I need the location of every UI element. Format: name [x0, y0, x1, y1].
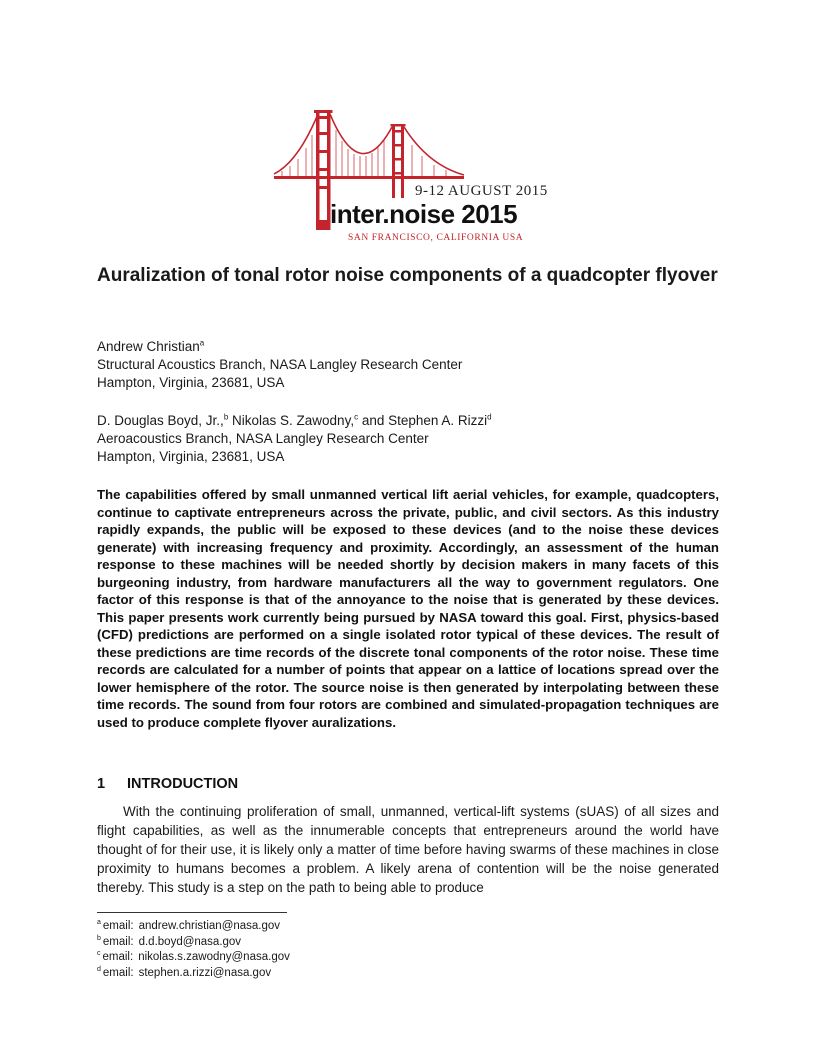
- footnote-label: email:: [102, 935, 134, 948]
- affiliation-department: Aeroacoustics Branch, NASA Langley Research Center: [97, 431, 429, 446]
- abstract: The capabilities offered by small unmanned vertical lift aerial vehicles, for example, quadcopters, continue to captivate entrepreneurs across the private, public, and civil sectors. As this industry rapidly expands, the public will be exposed to these devices (and to the noise these devices generate) with increasing frequency and proximity. Accordingly, an assessment of the human response to these machines will be needed shortly by decision makers in many facets of this burgeoning industry, from hardware manufacturers all the way to government regulators. One factor of this response is that of the annoyance to the noise that is generated by these devices. This paper presents work currently being pursued by NASA toward this goal. First, physics-based (CFD) predictions are performed on a single isolated rotor typical of these devices. The result of these predictions are time records of the discrete tonal components of the rotor noise. These time records are calculated for a number of points that appear on a lattice of locations spread over the lower hemisphere of the rotor. The source noise is then generated by interpolating between these time records. The sound from four rotors are combined and simulated-propagation techniques are used to produce complete flyover auralizations.: [97, 487, 719, 730]
- conference-dates: 9-12 AUGUST 2015: [415, 183, 548, 199]
- author-name: and Stephen A. Rizzi: [358, 413, 488, 428]
- section-number: 1: [97, 776, 106, 792]
- footnote: [97, 966, 290, 982]
- footnote: [97, 935, 290, 951]
- footnote-email[interactable]: nikolas.s.zawodny@nasa.gov: [138, 951, 290, 963]
- introduction-paragraph: With the continuing proliferation of small, unmanned, vertical-lift systems (sUAS) of all sizes and flight capabilities, as well as the innumerable concepts that entrepreneurs around the world have thought of for their use, it is likely only a matter of time before having swarms of these machines in close proximity to humans becomes a problem. A likely arena of contention will be the noise generated thereby. This study is a step on the path to being able to produce: [97, 804, 719, 895]
- affiliation-block-2: [97, 412, 719, 466]
- footnote-mark: b: [97, 934, 101, 942]
- footnote-email[interactable]: stephen.a.rizzi@nasa.gov: [138, 966, 272, 979]
- section-heading: [97, 776, 238, 792]
- author-footnote-mark: a: [199, 338, 205, 348]
- affiliation-city: Hampton, Virginia, 23681, USA: [97, 375, 285, 390]
- paper-title: Auralization of tonal rotor noise components of a quadcopter flyover: [97, 265, 718, 286]
- footnote-email[interactable]: andrew.christian@nasa.gov: [138, 920, 281, 932]
- author-line: [97, 412, 719, 430]
- footnote-mark: a: [97, 919, 101, 927]
- affiliation-city: Hampton, Virginia, 23681, USA: [97, 449, 285, 464]
- author-name: Andrew Christian: [97, 339, 200, 354]
- footnote-divider: [97, 912, 287, 913]
- footnote-mark: d: [97, 965, 101, 973]
- conference-name: inter.noise 2015: [330, 199, 518, 229]
- footnote-label: email:: [102, 920, 134, 932]
- author-line: [97, 338, 719, 356]
- author-footnote-mark: d: [487, 412, 492, 422]
- footnote-mark: c: [97, 950, 101, 958]
- footnotes: [97, 919, 290, 981]
- author-footnote-mark: b: [223, 412, 229, 422]
- footnote: [97, 919, 290, 935]
- affiliation-block-1: [97, 338, 719, 392]
- footnote: [97, 950, 290, 966]
- conference-logo: [268, 110, 553, 250]
- footnote-label: email:: [102, 966, 134, 979]
- author-name: D. Douglas Boyd, Jr.,: [97, 413, 224, 428]
- conference-location: SAN FRANCISCO, CALIFORNIA USA: [348, 233, 524, 243]
- affiliation-department: Structural Acoustics Branch, NASA Langley Research Center: [97, 357, 463, 372]
- section-title: INTRODUCTION: [127, 776, 239, 792]
- author-name: Nikolas S. Zawodny,: [228, 413, 355, 428]
- footnote-label: email:: [102, 951, 134, 963]
- author-footnote-mark: c: [354, 412, 359, 422]
- footnote-email[interactable]: d.d.boyd@nasa.gov: [138, 935, 242, 948]
